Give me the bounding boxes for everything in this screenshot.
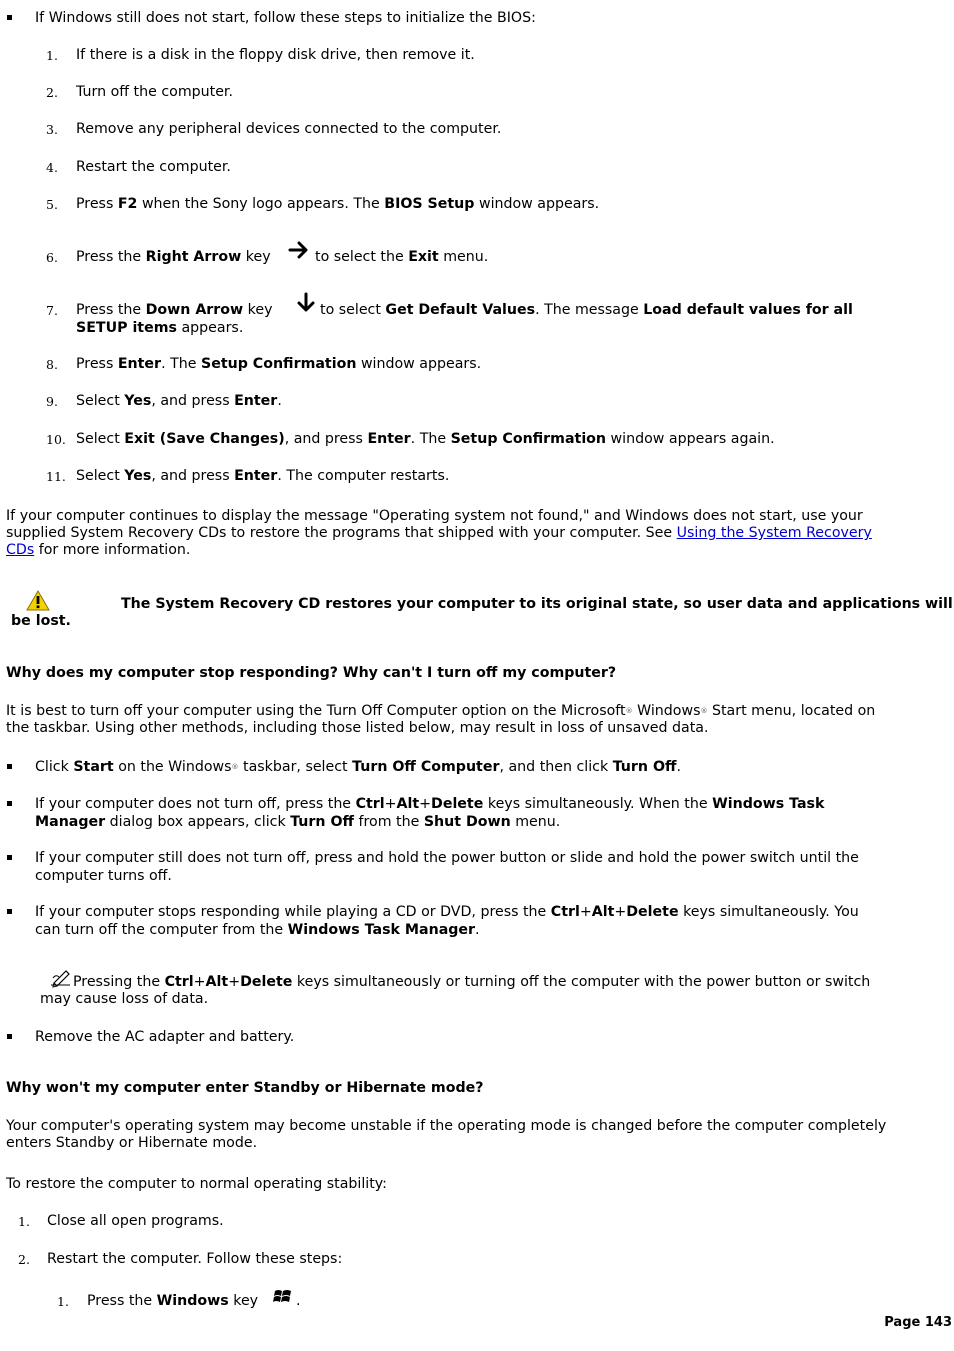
- page-number: Page 143: [884, 1315, 952, 1330]
- step-number: 6.: [46, 250, 58, 265]
- step-text: Close all open programs.: [47, 1213, 224, 1229]
- q2-paragraph-line1: Your computer's operating system may become unstable if the operating mode is changed before the computer completely: [6, 1118, 887, 1134]
- step-number: 10.: [46, 432, 66, 447]
- step-number: 5.: [46, 197, 58, 212]
- q1-paragraph-line1: It is best to turn off your computer using the Turn Off Computer option on the Microsoft® Windows® Start menu, located on: [6, 703, 876, 719]
- q1-paragraph-line2: the taskbar. Using other methods, including those listed below, may result in loss of unsaved data.: [6, 720, 709, 736]
- bullet-text: If your computer does not turn off, press the Ctrl+Alt+Delete keys simultaneously. When the Windows Task: [35, 796, 825, 812]
- q2-paragraph-line2: enters Standby or Hibernate mode.: [6, 1135, 258, 1151]
- recovery-paragraph-line3: CDs for more information.: [6, 542, 191, 558]
- step-number: 1.: [46, 48, 58, 63]
- step-text-line2: SETUP items appears.: [76, 320, 244, 336]
- recovery-paragraph-line1: If your computer continues to display the message "Operating system not found," and Windows does not start, use your: [6, 508, 863, 524]
- step-number: 3.: [46, 122, 58, 137]
- bullet-text-line2: can turn off the computer from the Windows Task Manager.: [35, 922, 480, 938]
- step-text: If there is a disk in the floppy disk drive, then remove it.: [76, 47, 475, 63]
- bios-intro-text: If Windows still does not start, follow these steps to initialize the BIOS:: [35, 10, 536, 26]
- step-number: 7.: [46, 303, 58, 318]
- q2-restore-intro: To restore the computer to normal operating stability:: [6, 1176, 387, 1192]
- bullet-text: Remove the AC adapter and battery.: [35, 1029, 295, 1045]
- recovery-paragraph-line2: supplied System Recovery CDs to restore the programs that shipped with your computer. See Using the System Recovery: [6, 525, 872, 541]
- warning-text-line2: be lost.: [11, 613, 71, 629]
- step-number: 2.: [18, 1252, 30, 1267]
- substep-number: 1.: [57, 1294, 69, 1309]
- bullet-text: If your computer still does not turn off, press and hold the power button or slide and hold the power switch until the: [35, 850, 859, 866]
- step-text: Press the Right Arrow key: [76, 249, 271, 265]
- step-number: 2.: [46, 85, 58, 100]
- step-text: Select Yes, and press Enter. The computer restarts.: [76, 468, 450, 484]
- section-heading: Why does my computer stop responding? Why can't I turn off my computer?: [6, 665, 617, 681]
- note-pencil-icon: [49, 968, 73, 988]
- bullet-text: Click Start on the Windows® taskbar, select Turn Off Computer, and then click Turn Off.: [35, 759, 682, 775]
- bullet-marker: [7, 1034, 12, 1039]
- bullet-marker: [7, 764, 12, 769]
- warning-text-line1: The System Recovery CD restores your computer to its original state, so user data and applications will: [121, 596, 953, 612]
- step-number: 4.: [46, 160, 58, 175]
- step-number: 11.: [46, 469, 66, 484]
- substep-text-end: .: [296, 1293, 301, 1309]
- bullet-marker: [7, 801, 12, 806]
- step-number: 1.: [18, 1214, 30, 1229]
- right-arrow-icon: [288, 240, 310, 260]
- step-number: 8.: [46, 357, 58, 372]
- system-recovery-link[interactable]: Using the System Recovery: [676, 525, 872, 541]
- bullet-marker: [7, 855, 12, 860]
- section-heading: Why won't my computer enter Standby or Hibernate mode?: [6, 1080, 484, 1096]
- bullet-text: If your computer stops responding while playing a CD or DVD, press the Ctrl+Alt+Delete keys simultaneously. You: [35, 904, 859, 920]
- warning-icon: [26, 590, 50, 611]
- step-text: Restart the computer. Follow these steps:: [47, 1251, 343, 1267]
- substep-text: Press the Windows key: [87, 1293, 259, 1309]
- bullet-marker: [7, 15, 12, 20]
- bullet-text-line2: Manager dialog box appears, click Turn Off from the Shut Down menu.: [35, 814, 561, 830]
- step-number: 9.: [46, 394, 58, 409]
- down-arrow-icon: [296, 292, 316, 314]
- step-text: Turn off the computer.: [76, 84, 233, 100]
- step-text: Press Enter. The Setup Confirmation window appears.: [76, 356, 482, 372]
- note-text-line2: may cause loss of data.: [40, 991, 209, 1007]
- step-text: Press F2 when the Sony logo appears. The BIOS Setup window appears.: [76, 196, 600, 212]
- step-text-continued: to select the Exit menu.: [315, 249, 489, 265]
- step-text: Select Yes, and press Enter.: [76, 393, 282, 409]
- step-text: Remove any peripheral devices connected to the computer.: [76, 121, 502, 137]
- step-text: Press the Down Arrow key: [76, 302, 273, 318]
- step-text: Select Exit (Save Changes), and press Enter. The Setup Confirmation window appears again.: [76, 431, 775, 447]
- step-text: Restart the computer.: [76, 159, 231, 175]
- system-recovery-link-cont[interactable]: CDs: [6, 542, 35, 558]
- step-text-continued: to select Get Default Values. The message Load default values for all: [320, 302, 853, 318]
- bullet-marker: [7, 909, 12, 914]
- note-text: Pressing the Ctrl+Alt+Delete keys simultaneously or turning off the computer with the power button or switch: [73, 974, 871, 990]
- bullet-text-line2: computer turns off.: [35, 868, 172, 884]
- windows-key-icon: [273, 1287, 293, 1305]
